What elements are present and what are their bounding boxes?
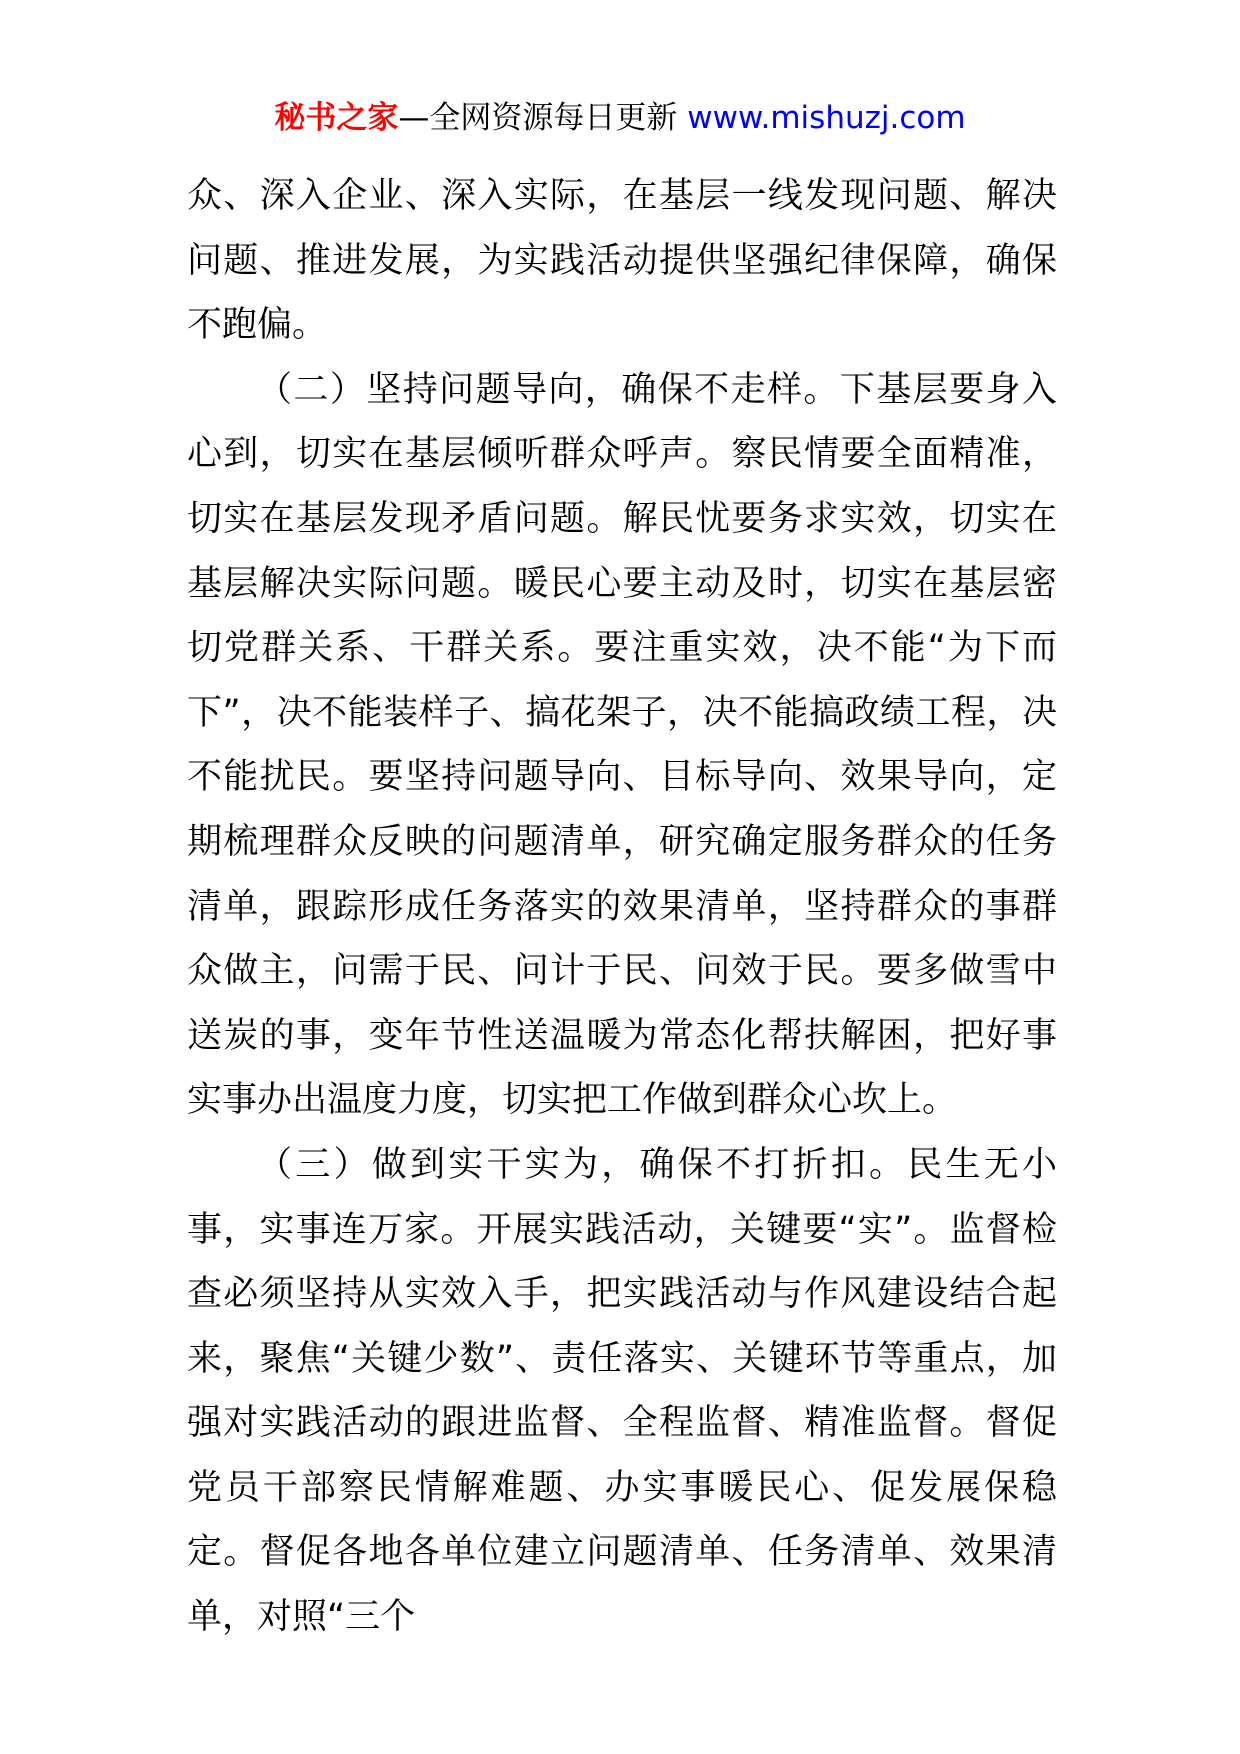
brand-name: 秘书之家: [274, 100, 399, 136]
paragraph-section-2: （二）坚持问题导向，确保不走样。下基层要身入心到，切实在基层倾听群众呼声。察民情要全面精准，切实在基层发现矛盾问题。解民忧要务求实效，切实在基层解决实际问题。暖民心要主动及时，切实在基层密切党群关系、干群关系。要注重实效，决不能“为下而下”，决不能装样子、搞花架子，决不能搞政绩工程，决不能扰民。要坚持问题导向、目标导向、效果导向，定期梳理群众反映的问题清单，研究确定服务群众的任务清单，跟踪形成任务落实的效果清单，坚持群众的事群众做主，问需于民、问计于民、问效于民。要多做雪中送炭的事，变年节性送温暖为常态化帮扶解困，把好事实事办出温度力度，切实把工作做到群众心坎上。: [187, 369, 1057, 1121]
header-tagline: —全网资源每日更新: [398, 100, 688, 136]
paragraph-section-3: （三）做到实干实为，确保不打折扣。民生无小事，实事连万家。开展实践活动，关键要“实”。监督检查必须坚持从实效入手，把实践活动与作风建设结合起来，聚焦“关键少数”、责任落实、关键环节等重点，加强对实践活动的跟进监督、全程监督、精准监督。督促党员干部察民情解难题、办实事暖民心、促发展保稳定。督促各地各单位建立问题清单、任务清单、效果清单，对照“三个: [187, 1144, 1057, 1638]
document-body: [187, 164, 1057, 1650]
site-header: [0, 96, 1240, 140]
paragraph-continuation: 众、深入企业、深入实际，在基层一线发现问题、解决问题、推进发展，为实践活动提供坚强纪律保障，确保不跑偏。: [187, 176, 1057, 346]
site-url-link[interactable]: www.mishuzj.com: [687, 100, 966, 136]
